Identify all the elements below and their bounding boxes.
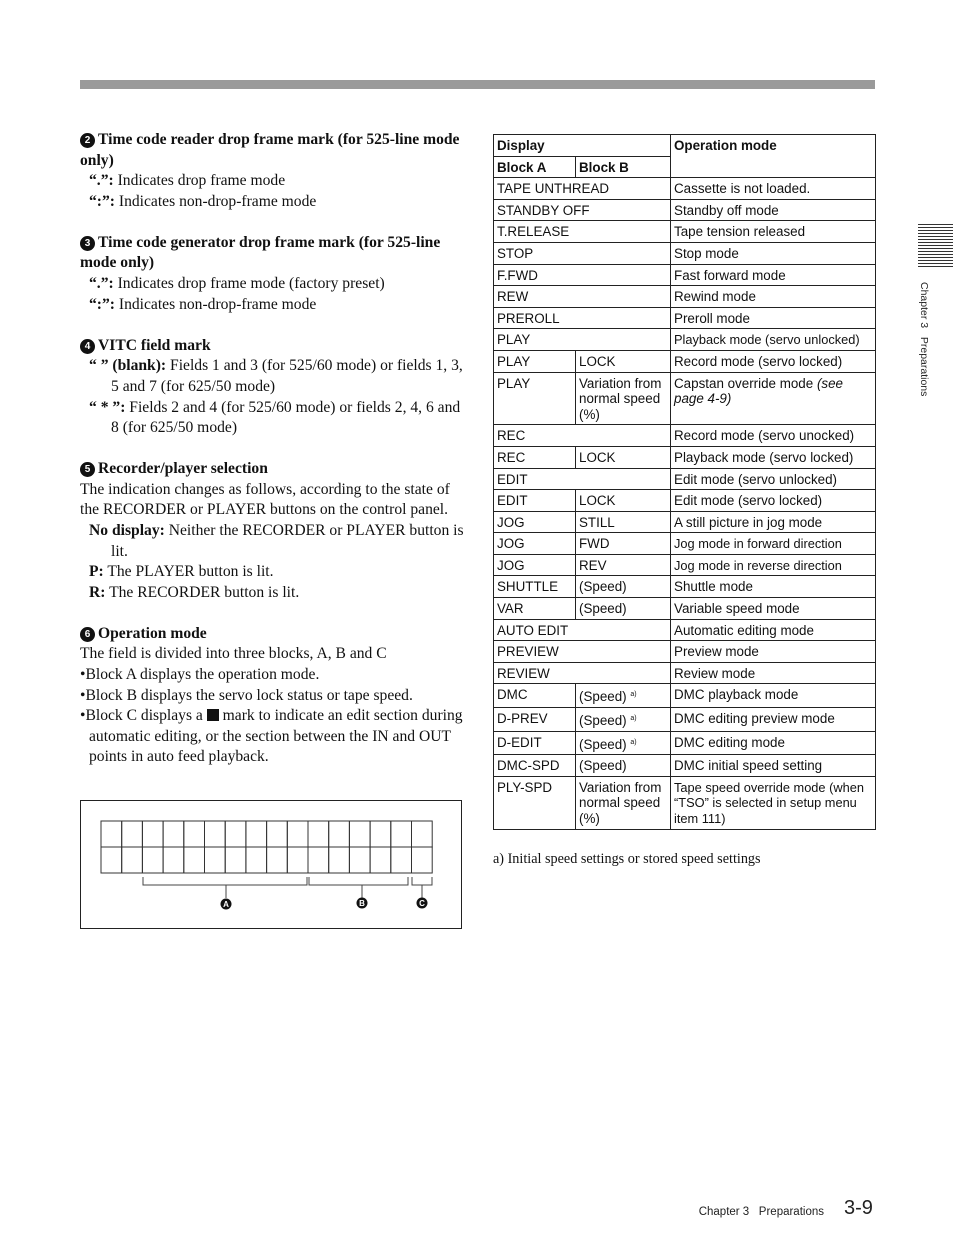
- footnote-marker: a): [630, 715, 637, 723]
- character-cell: [349, 847, 370, 873]
- cell-text: LOCK: [579, 353, 616, 369]
- cell-text: (Speed): [579, 758, 627, 774]
- number-badge-icon: 6: [80, 627, 95, 642]
- cell-block-a: JOG: [494, 533, 576, 555]
- table-row: [494, 511, 876, 533]
- cell-block-b: [576, 576, 671, 598]
- display-field-diagram: [80, 800, 462, 929]
- cell-block-b: [576, 554, 671, 576]
- cell-text: Edit mode (servo locked): [674, 493, 823, 509]
- cell-text: Jog mode in forward direction: [674, 536, 842, 552]
- item-key: No display:: [89, 522, 165, 539]
- bracket-b: [309, 877, 408, 885]
- list-item: [80, 398, 465, 439]
- number-badge-icon: 5: [80, 462, 95, 477]
- table-row: [494, 662, 876, 684]
- cell-text: Playback mode (servo locked): [674, 449, 854, 465]
- cell-block-b: [576, 684, 671, 708]
- cell-operation-mode: [671, 684, 876, 708]
- cell-operation-mode: [671, 425, 876, 447]
- cell-text: LOCK: [579, 449, 616, 465]
- character-cell: [287, 821, 308, 847]
- cell-text: (Speed): [579, 689, 627, 705]
- bullet-item: •Block B displays the servo lock status or tape speed.: [80, 686, 413, 704]
- character-cell: [370, 847, 391, 873]
- cell-operation-mode: [671, 221, 876, 243]
- cell-block-a: TAPE UNTHREAD: [494, 178, 671, 200]
- table-row: [494, 264, 876, 286]
- table-row: [494, 468, 876, 490]
- cell-operation-mode: [671, 731, 876, 755]
- item-key: “ * ”:: [89, 398, 126, 416]
- cell-block-a: DMC: [494, 684, 576, 708]
- footnote-marker: a): [630, 691, 637, 699]
- header-display: Display: [494, 135, 671, 157]
- cell-operation-mode: [671, 468, 876, 490]
- cell-text: Preroll mode: [674, 310, 750, 326]
- section-heading: [80, 459, 465, 480]
- cell-block-b: [576, 533, 671, 555]
- cell-block-a: STOP: [494, 242, 671, 264]
- item-text: Indicates non-drop-frame mode: [114, 192, 317, 210]
- label-b: [357, 898, 368, 909]
- section-intro: The indication changes as follows, according to the state of the RECORDER or PLAYER buttons on the control panel.: [80, 480, 450, 519]
- cell-operation-mode: [671, 329, 876, 351]
- cell-text: Cassette is not loaded.: [674, 181, 811, 197]
- cell-block-a: STANDBY OFF: [494, 199, 671, 221]
- table-row: [494, 776, 876, 829]
- cell-text: DMC playback mode: [674, 687, 799, 703]
- cell-block-b: [576, 755, 671, 777]
- list-item: [80, 192, 465, 213]
- section-heading: [80, 336, 465, 357]
- cell-text: Record mode (servo locked): [674, 353, 843, 369]
- label-a-text: A: [223, 900, 229, 909]
- cell-text: DMC initial speed setting: [674, 758, 823, 774]
- item-key: “:”:: [89, 192, 115, 210]
- table-row: [494, 242, 876, 264]
- section-title: Time code reader drop frame mark (for 525-line mode only): [80, 131, 460, 169]
- section-heading: [80, 624, 465, 645]
- section-tc-generator: [80, 233, 465, 315]
- section-title: VITC field mark: [98, 336, 211, 354]
- cell-text: Preview mode: [674, 644, 759, 660]
- character-cell: [142, 821, 163, 847]
- character-cell: [391, 847, 412, 873]
- item-key: “ ” (blank):: [89, 357, 167, 375]
- cell-text: Tape speed override mode (when “TSO” is selected in setup menu item 111): [674, 779, 864, 826]
- cell-operation-mode: [671, 576, 876, 598]
- cross-reference: (see page 4-9): [674, 375, 843, 407]
- cell-block-b: [576, 598, 671, 620]
- cell-operation-mode: [671, 350, 876, 372]
- item-text: Fields 2 and 4 (for 525/60 mode) or fields 2, 4, 6 and 8 (for 625/50 mode): [111, 398, 461, 437]
- label-a: [221, 899, 232, 910]
- section-intro: The field is divided into three blocks, A, B and C: [80, 645, 387, 663]
- cell-block-b: [576, 731, 671, 755]
- cell-operation-mode: [671, 511, 876, 533]
- number-badge-icon: 2: [80, 133, 95, 148]
- header-block-a: Block A: [494, 156, 576, 178]
- cell-block-a: JOG: [494, 554, 576, 576]
- character-cell: [205, 821, 226, 847]
- label-b-text: B: [359, 899, 365, 908]
- cell-text: Automatic editing mode: [674, 622, 814, 638]
- table-row: [494, 684, 876, 708]
- cell-text: Capstan override mode: [674, 375, 814, 391]
- section-title: Recorder/player selection: [98, 460, 268, 478]
- list-item: [80, 521, 465, 562]
- cell-block-a: PLAY: [494, 350, 576, 372]
- item-text: Indicates drop frame mode (factory preset): [113, 275, 385, 293]
- character-cell: [246, 847, 267, 873]
- cell-block-a: REC: [494, 425, 671, 447]
- character-cell: [412, 821, 433, 847]
- section-recorder-player: [80, 459, 465, 603]
- label-c: [417, 898, 428, 909]
- cell-text: DMC editing mode: [674, 734, 785, 750]
- cell-block-a: REVIEW: [494, 662, 671, 684]
- section-heading: [80, 130, 465, 171]
- cell-block-a: PLAY: [494, 372, 576, 425]
- table-row: [494, 576, 876, 598]
- cell-operation-mode: [671, 242, 876, 264]
- character-cell: [246, 821, 267, 847]
- bullet-item: •Block A displays the operation mode.: [80, 666, 320, 684]
- table-row: [494, 199, 876, 221]
- cell-block-a: REW: [494, 286, 671, 308]
- item-text: The RECORDER button is lit.: [105, 583, 300, 601]
- cell-text: Edit mode (servo unlocked): [674, 471, 838, 487]
- cell-operation-mode: [671, 446, 876, 468]
- cell-text: Review mode: [674, 665, 756, 681]
- cell-text: (Speed): [579, 736, 627, 752]
- character-cell: [287, 847, 308, 873]
- cell-operation-mode: [671, 372, 876, 425]
- section-operation-mode: [80, 624, 465, 768]
- table-row: [494, 490, 876, 512]
- block-brackets: [143, 877, 432, 898]
- character-cell: [329, 847, 350, 873]
- table-row: [494, 221, 876, 243]
- character-cell: [163, 821, 184, 847]
- cell-text: Variation from normal speed (%): [579, 779, 662, 826]
- table-row: [494, 286, 876, 308]
- cell-text: (Speed): [579, 601, 627, 617]
- table-row: [494, 446, 876, 468]
- cell-block-a: EDIT: [494, 490, 576, 512]
- table-row: [494, 307, 876, 329]
- cell-text: Tape tension released: [674, 224, 806, 240]
- page-number: 3-9: [844, 1197, 873, 1219]
- header-rule: [80, 80, 875, 89]
- table-row: [494, 708, 876, 732]
- character-cell: [163, 847, 184, 873]
- cell-operation-mode: [671, 307, 876, 329]
- header-block-b: Block B: [576, 156, 671, 178]
- cell-operation-mode: [671, 619, 876, 641]
- table-row: [494, 533, 876, 555]
- table-row: [494, 350, 876, 372]
- character-cell: [349, 821, 370, 847]
- character-cell: [122, 821, 143, 847]
- cell-block-a: EDIT: [494, 468, 671, 490]
- character-cell: [142, 847, 163, 873]
- cell-block-b: [576, 490, 671, 512]
- item-key: “.”:: [89, 275, 114, 293]
- character-grid: [101, 821, 432, 873]
- cell-text: Rewind mode: [674, 289, 756, 305]
- cell-text: Stop mode: [674, 245, 739, 261]
- cell-text: Record mode (servo unocked): [674, 428, 855, 444]
- character-cell: [205, 847, 226, 873]
- character-cell: [225, 821, 246, 847]
- table-footnote: a) Initial speed settings or stored speed settings: [493, 851, 761, 867]
- bracket-c: [412, 877, 432, 885]
- black-square-icon: [207, 709, 219, 721]
- cell-block-b: [576, 511, 671, 533]
- bullet-text: mark to indicate an edit section during automatic editing, or the section between the IN and OUT points in auto feed playback.: [89, 707, 463, 766]
- cell-operation-mode: [671, 490, 876, 512]
- character-cell: [267, 847, 288, 873]
- header-operation-mode: Operation mode: [671, 135, 876, 178]
- table-row: [494, 598, 876, 620]
- cell-block-a: REC: [494, 446, 576, 468]
- cell-block-a: AUTO EDIT: [494, 619, 671, 641]
- cell-block-b: [576, 446, 671, 468]
- cell-block-b: [576, 708, 671, 732]
- label-c-text: C: [419, 899, 425, 908]
- cell-block-a: PLAY: [494, 329, 671, 351]
- character-cell: [370, 821, 391, 847]
- table-row: [494, 425, 876, 447]
- section-vitc: [80, 336, 465, 439]
- cell-block-a: VAR: [494, 598, 576, 620]
- table-row: [494, 731, 876, 755]
- cell-operation-mode: [671, 641, 876, 663]
- cell-block-b: [576, 350, 671, 372]
- cell-text: (Speed): [579, 713, 627, 729]
- cell-block-b: [576, 776, 671, 829]
- cell-operation-mode: [671, 776, 876, 829]
- bracket-a: [143, 877, 307, 885]
- item-key: R:: [89, 583, 106, 601]
- cell-block-a: SHUTTLE: [494, 576, 576, 598]
- cell-text: FWD: [579, 536, 610, 552]
- cell-text: Standby off mode: [674, 202, 779, 218]
- table-row: [494, 619, 876, 641]
- cell-operation-mode: [671, 554, 876, 576]
- item-text: Indicates drop frame mode: [113, 172, 286, 190]
- bullet-text: Block C displays a: [85, 707, 203, 725]
- left-column: [80, 130, 465, 789]
- character-cell: [412, 847, 433, 873]
- table-row: [494, 178, 876, 200]
- character-cell: [267, 821, 288, 847]
- list-item: [80, 583, 465, 604]
- chapter-thumb-tab: [918, 224, 953, 268]
- character-cell: [308, 821, 329, 847]
- cell-block-a: D-EDIT: [494, 731, 576, 755]
- character-cell: [184, 847, 205, 873]
- character-cell: [101, 847, 122, 873]
- cell-operation-mode: [671, 708, 876, 732]
- table-row: [494, 372, 876, 425]
- number-badge-icon: 3: [80, 236, 95, 251]
- footer-chapter: Chapter 3 Preparations: [698, 1206, 824, 1218]
- footnote-marker: a): [630, 738, 637, 746]
- cell-operation-mode: [671, 286, 876, 308]
- item-text: Fields 1 and 3 (for 525/60 mode) or fields 1, 3, 5 and 7 (for 625/50 mode): [111, 357, 463, 395]
- bullet-text: Block A displays the operation mode.: [85, 666, 320, 684]
- cell-text: Variation from normal speed (%): [579, 375, 662, 422]
- list-item: [80, 274, 465, 295]
- operation-mode-table: [493, 134, 876, 830]
- cell-block-a: PLY-SPD: [494, 776, 576, 829]
- cell-text: Shuttle mode: [674, 579, 753, 595]
- character-cell: [184, 821, 205, 847]
- list-item: [80, 171, 465, 192]
- item-key: “:”:: [89, 295, 115, 313]
- character-cell: [308, 847, 329, 873]
- table-row: [494, 554, 876, 576]
- cell-operation-mode: [671, 662, 876, 684]
- cell-text: LOCK: [579, 493, 616, 509]
- table-row: [494, 641, 876, 663]
- cell-block-a: DMC-SPD: [494, 755, 576, 777]
- cell-operation-mode: [671, 199, 876, 221]
- character-cell: [329, 821, 350, 847]
- cell-operation-mode: [671, 178, 876, 200]
- cell-operation-mode: [671, 598, 876, 620]
- list-item: [80, 562, 465, 583]
- item-text: Indicates non-drop-frame mode: [114, 295, 317, 313]
- cell-text: Jog mode in reverse direction: [674, 557, 842, 573]
- character-cell: [225, 847, 246, 873]
- section-title: Time code generator drop frame mark (for 525-line mode only): [80, 233, 441, 272]
- character-cell: [101, 821, 122, 847]
- table-body: [494, 135, 876, 830]
- cell-text: Variable speed mode: [674, 601, 800, 617]
- table-row: [494, 755, 876, 777]
- cell-operation-mode: [671, 533, 876, 555]
- table-row: [494, 329, 876, 351]
- character-cell: [122, 847, 143, 873]
- cell-text: DMC editing preview mode: [674, 711, 835, 727]
- diagram-graphic: [81, 801, 461, 928]
- cell-text: A still picture in jog mode: [674, 514, 823, 530]
- character-cell: [391, 821, 412, 847]
- cell-text: REV: [579, 557, 607, 573]
- side-chapter-label: Chapter 3 Preparations: [918, 282, 930, 397]
- item-key: P:: [89, 563, 104, 581]
- cell-block-a: F.FWD: [494, 264, 671, 286]
- cell-text: Playback mode (servo unlocked): [674, 332, 860, 348]
- list-item: [80, 356, 465, 397]
- cell-text: Fast forward mode: [674, 267, 786, 283]
- list-item: [80, 295, 465, 316]
- section-heading: [80, 233, 465, 274]
- cell-block-a: D-PREV: [494, 708, 576, 732]
- number-badge-icon: 4: [80, 339, 95, 354]
- item-key: “.”:: [89, 172, 114, 190]
- cell-text: STILL: [579, 514, 615, 530]
- cell-operation-mode: [671, 755, 876, 777]
- section-title: Operation mode: [98, 624, 207, 642]
- bullet-text: Block B displays the servo lock status or tape speed.: [85, 686, 413, 704]
- cell-block-a: PREVIEW: [494, 641, 671, 663]
- cell-block-a: T.RELEASE: [494, 221, 671, 243]
- item-text: Neither the RECORDER or PLAYER button is lit.: [111, 522, 464, 560]
- cell-text: (Speed): [579, 579, 627, 595]
- cell-block-a: JOG: [494, 511, 576, 533]
- section-tc-reader: [80, 130, 465, 212]
- cell-operation-mode: [671, 264, 876, 286]
- cell-block-b: [576, 372, 671, 425]
- table-header-row: [494, 135, 876, 157]
- bullet-item: •Block C displays a mark to indicate an edit section during automatic editing, or the section between the IN and OUT points in auto feed playback.: [80, 707, 463, 766]
- cell-block-a: PREROLL: [494, 307, 671, 329]
- item-text: The PLAYER button is lit.: [103, 563, 274, 581]
